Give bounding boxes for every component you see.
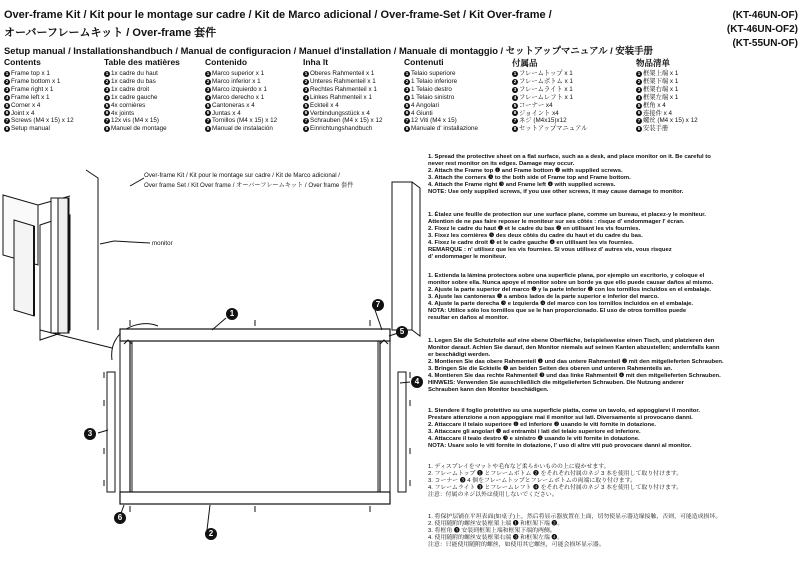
instruction-line: 1. Spread the protective sheet on a flat surface, such as a desk, and place monitor on it. Be careful to <box>428 154 711 160</box>
contents-item-label: 1 Telaio sinistro <box>411 93 455 101</box>
subtitle: Setup manual / Installationshandbuch / Manual de configuracion / Manuel d'installation / Manuale di montaggio / セットアップマニュアル / 安装手册 <box>4 45 653 56</box>
contents-item-label: フレームレフト x 1 <box>519 93 573 101</box>
item-number-badge: 5 <box>105 102 109 108</box>
item-number-badge: 1 <box>304 70 308 76</box>
model-1: (KT-46UN-OF) <box>732 10 798 21</box>
instruction-line: 4. 使用随附的螺丝安装框架右端 ❸ 和框架左端 ❹。 <box>428 535 564 541</box>
instruction-line: 2. Fixez le cadre du haut ❶ et le cadre du bas ❷ en utilisant les vis fournies. <box>428 226 641 232</box>
item-number-badge: 1 <box>206 70 210 76</box>
item-number-badge: 7 <box>206 118 210 124</box>
item-number-badge: 5 <box>206 102 210 108</box>
instruction-line: 注意：只能使用随附的螺丝，如使用其它螺丝，可能会损坏显示器。 <box>428 542 605 548</box>
item-number-badge: 6 <box>637 110 641 116</box>
item-number-badge: 6 <box>405 110 409 116</box>
model-3: (KT-55UN-OF) <box>732 38 798 49</box>
contents-heading-6: 物品清单 <box>636 58 671 68</box>
callout-5: 5 <box>396 326 408 338</box>
contents-item-label: ネジ (M4x15)x12 <box>519 117 567 125</box>
title-line-1: Over-frame Kit / Kit pour le montage sur cadre / Kit de Marco adicional / Over-frame-Set / Kit Over-frame / <box>4 9 552 21</box>
item-number-badge: 5 <box>637 102 641 108</box>
contents-heading-5: 付属品 <box>512 58 538 68</box>
contents-item-label: 12x vis (M4 x 15) <box>111 117 159 125</box>
contents-item-label: 1x cadre du bas <box>111 77 156 85</box>
item-number-badge: 1 <box>405 70 409 76</box>
item-number-badge: 8 <box>637 126 641 132</box>
item-number-badge: 6 <box>304 110 308 116</box>
instruction-line: d' endommager le moniteur. <box>428 254 507 260</box>
instruction-line: Monitor darauf. Achten Sie darauf, den Monitor niemals auf seinen Kanten abzustellen; andernfalls kann <box>428 345 720 351</box>
instruction-line: 1. Extienda la lámina protectora sobre una superficie plana, por ejemplo un escritorio, y coloque el <box>428 273 705 279</box>
contents-item-label: フレームライト x 1 <box>519 85 573 93</box>
item-number-badge: 1 <box>513 70 517 76</box>
item-number-badge: 6 <box>206 110 210 116</box>
instruction-line: 3. Bringen Sie die Eckteile ❺ an beiden Seiten des oberen und unteren Rahmenteils an. <box>428 366 673 372</box>
contents-item-label: コーナー x4 <box>519 101 553 109</box>
item-number-badge: 4 <box>206 94 210 100</box>
callout-7: 7 <box>372 299 384 311</box>
item-number-badge: 4 <box>637 94 641 100</box>
instruction-line: 2. Ajuste la parte superior del marco ❶ y la parte inferior ❷ con los tornillos incluidos en el embalaje. <box>428 287 712 293</box>
item-number-badge: 8 <box>405 126 409 132</box>
contents-item-label: Frame top x 1 <box>11 70 50 77</box>
instruction-line: NOTA: Usare solo le viti fornite in dotazione, l' uso di altre viti può provocare danni al monitor. <box>428 443 692 449</box>
contents-item-label: フレームボトム x 1 <box>519 77 573 85</box>
instructions-zh <box>428 514 800 549</box>
kit-label-2: Over frame Set / Kit Over frame / オーバーフレームキット / Over frame 套件 <box>144 182 354 189</box>
instruction-line: monitor sobre ella. Nunca apoye el monitor sobre un borde ya que ello puede causar daños al mismo. <box>428 280 714 286</box>
contents-item-label: Marco inferior x 1 <box>212 77 261 85</box>
item-number-badge: 1 <box>105 70 109 76</box>
contents-item-label: 1x cadre droit <box>111 85 150 93</box>
instruction-line: 1. Étalez une feuille de protection sur une surface plane, comme un bureau, et placez-y le moniteur. <box>428 212 706 218</box>
contents-heading-3: Inha lt <box>303 57 329 67</box>
instruction-line: er beschädigt werden. <box>428 352 491 358</box>
item-number-badge: 3 <box>405 86 409 92</box>
instructions-ja <box>428 464 800 499</box>
contents-item-label: セットアップマニュアル <box>519 125 588 133</box>
instruction-line: 4. Attach the Frame right ❸ and Frame left ❹ with supplied screws. <box>428 182 616 188</box>
contents-item-label: Cantoneras x 4 <box>212 101 255 109</box>
contents-item-label: Oberes Rahmenteil x 1 <box>310 70 375 77</box>
callout-3: 3 <box>84 428 96 440</box>
kit-label-1: Over-frame Kit / Kit pour le montage sur cadre / Kit de Marco adicional / <box>144 172 341 179</box>
item-number-badge: 7 <box>5 118 9 124</box>
item-number-badge: 4 <box>5 94 9 100</box>
instruction-line: 4. フレームライト ❸ とフレームレフト ❹ をそれぞれ付属のネジ 3 本を使用して取り付けます。 <box>428 485 683 491</box>
item-number-badge: 1 <box>5 70 9 76</box>
contents-item-label: Frame bottom x 1 <box>11 77 61 85</box>
instruction-line: 2. フレームトップ ❶ とフレームボトム ❷ をそれぞれ付属のネジ 3 本を使用して取り付けます。 <box>428 471 683 477</box>
contents-item-label: 4 Angolari <box>411 101 440 109</box>
contents-item-label: 1 Telaio inferiore <box>411 77 458 85</box>
instruction-line: 1. ディスプレイをマットや毛布など柔らかいものの上に寝かせます。 <box>428 464 610 470</box>
contents-item-label: 连接件 x 4 <box>643 109 673 117</box>
instruction-line: 4. Fixez le cadre droit ❸ et le cadre gauche ❹ en utilisant les vis fournies. <box>428 240 634 246</box>
item-number-badge: 4 <box>105 94 109 100</box>
instruction-line: 3. 将框角 ❺ 安装到框架上端和框架下端的两侧。 <box>428 528 556 534</box>
item-number-badge: 5 <box>5 102 9 108</box>
instruction-line: NOTE: Use only supplied screws, if you use other screws, it may cause damage to monitor. <box>428 189 684 195</box>
contents-item-label: Einrichtungshandbuch <box>310 125 373 133</box>
item-number-badge: 8 <box>5 126 9 132</box>
contents-item-label: Juntas x 4 <box>212 109 241 117</box>
instruction-line: HINWEIS: Verwenden Sie ausschließlich die mitgelieferten Schrauben. Die Nutzung anderer <box>428 380 684 386</box>
contents-heading-4: Contenuti <box>404 57 444 67</box>
instruction-line: 1. Legen Sie die Schutzfolie auf eine ebene Oberfläche, beispielsweise einen Tisch, und platzieren den <box>428 338 715 344</box>
callout-2: 2 <box>205 528 217 540</box>
item-number-badge: 5 <box>405 102 409 108</box>
contents-item-label: Joint x 4 <box>11 109 35 117</box>
contents-item-label: Manuel de montage <box>111 125 167 133</box>
item-number-badge: 6 <box>513 110 517 116</box>
item-number-badge: 2 <box>105 78 109 84</box>
instruction-line: Schrauben kann den Monitor beschädigen. <box>428 387 549 393</box>
instruction-line: 3. コーナー ❺ 4 個をフレームトップとフレームボトムの両端に取り付けます。 <box>428 478 637 484</box>
instruction-line: 3. Attach the corners ❺ to the both side of Frame top and Frame bottom. <box>428 175 631 181</box>
item-number-badge: 7 <box>637 118 641 124</box>
instruction-line: 注意：付属のネジ以外は使用しないでください。 <box>428 492 558 498</box>
item-number-badge: 8 <box>513 126 517 132</box>
instruction-line: resultar en daños al monitor. <box>428 315 509 321</box>
contents-item-label: 4x joints <box>111 109 135 117</box>
contents-item-label: 1x cadre du haut <box>111 70 158 77</box>
item-number-badge: 4 <box>405 94 409 100</box>
instruction-line: Prestare attenzione a non appoggiare mai il monitor sui lati. Diversamente si provocano danni. <box>428 415 693 421</box>
contents-item-label: Tornillos (M4 x 15) x 12 <box>212 117 278 125</box>
contents-item-label: 4x cornières <box>111 101 146 109</box>
contents-heading-1: Table des matières <box>104 57 180 67</box>
item-number-badge: 7 <box>105 118 109 124</box>
contents-item-label: Schrauben (M4 x 15) x 12 <box>310 117 383 125</box>
contents-heading-0: Contents <box>4 57 41 67</box>
instruction-line: Attention de ne pas faire reposer le moniteur sur ses côtés : risque d' endommager l' écran. <box>428 219 685 225</box>
instructions-fr <box>428 212 800 261</box>
item-number-badge: 7 <box>405 118 409 124</box>
contents-item-label: Verbindungsstück x 4 <box>310 109 370 117</box>
instruction-line: 2. Attach the Frame top ❶ and Frame bottom ❷ with supplied screws. <box>428 168 623 174</box>
instruction-line: never rest monitor on its edges. Damage may occur. <box>428 161 575 167</box>
instructions-en <box>428 154 800 196</box>
item-number-badge: 4 <box>304 94 308 100</box>
item-number-badge: 5 <box>304 102 308 108</box>
contents-item-label: 1 Telaio destro <box>411 85 452 93</box>
item-number-badge: 2 <box>5 78 9 84</box>
item-number-badge: 6 <box>105 110 109 116</box>
item-number-badge: 3 <box>105 86 109 92</box>
instruction-line: REMARQUE : n' utilisez que les vis fournies. Si vous utilisez d' autres vis, vous risquez <box>428 247 672 253</box>
item-number-badge: 8 <box>304 126 308 132</box>
item-number-badge: 8 <box>105 126 109 132</box>
instruction-line: 3. Attaccare gli angolari ❺ ad entrambi i lati del telaio superiore ed inferiore. <box>428 429 641 435</box>
contents-item-label: 4 Giunti <box>411 109 433 117</box>
contents-item-label: 1x cadre gauche <box>111 93 158 101</box>
contents-item-label: Telaio superiore <box>411 70 456 77</box>
instructions-es <box>428 273 800 322</box>
contents-item-label: 框架右端 x 1 <box>643 85 679 93</box>
model-2: (KT-46UN-OF2) <box>726 24 798 35</box>
contents-item-label: 螺丝 (M4 x 15) x 12 <box>643 117 698 125</box>
instruction-line: 2. Montieren Sie das obere Rahmenteil ❶ und das untere Rahmenteil ❷ mit den mitgelieferten Schrauben. <box>428 359 724 365</box>
item-number-badge: 3 <box>304 86 308 92</box>
instruction-line: 3. Fixez les cornières ❺ des deux côtés du cadre du haut et du cadre du bas. <box>428 233 643 239</box>
instruction-line: 3. Ajuste las cantoneras ❺ a ambos lados de la parte superior e inferior del marco. <box>428 294 659 300</box>
contents-item-label: 框角 x 4 <box>643 101 666 109</box>
instructions-it <box>428 408 800 450</box>
item-number-badge: 2 <box>206 78 210 84</box>
instruction-line: 2. Attaccare il telaio superiore ❶ ed inferiore ❷ usando le viti fornite in dotazione. <box>428 422 657 428</box>
item-number-badge: 5 <box>513 102 517 108</box>
contents-item-label: 12 Viti (M4 x 15) <box>411 117 457 125</box>
item-number-badge: 2 <box>637 78 641 84</box>
contents-item-label: フレームトップ x 1 <box>519 70 573 77</box>
contents-item-label: 安装手册 <box>643 125 669 133</box>
callout-1: 1 <box>226 308 238 320</box>
contents-item-label: Frame left x 1 <box>11 93 50 101</box>
item-number-badge: 7 <box>304 118 308 124</box>
instruction-line: 4. Montieren Sie das rechte Rahmenteil ❸ und das linke Rahmenteil ❹ mit den mitgelieferten Schrauben. <box>428 373 721 379</box>
instruction-line: 1. 将保护层铺在平坦表面(如桌子)上，然后将显示器放置在上面，切勿使显示器边缘接触，否则，可能造成损坏。 <box>428 514 722 520</box>
title-line-2: オーバーフレームキット / Over-frame 套件 <box>4 27 217 39</box>
contents-item-label: Marco derecho x 1 <box>212 93 265 101</box>
contents-item-label: Corner x 4 <box>11 101 41 109</box>
item-number-badge: 1 <box>637 70 641 76</box>
contents-item-label: 框架左端 x 1 <box>643 93 679 101</box>
item-number-badge: 2 <box>513 78 517 84</box>
item-number-badge: 4 <box>513 94 517 100</box>
item-number-badge: 8 <box>206 126 210 132</box>
item-number-badge: 2 <box>405 78 409 84</box>
instruction-line: 2. 使用随附的螺丝安装框架上端 ❶ 和框架下端 ❷。 <box>428 521 564 527</box>
callout-6: 6 <box>114 512 126 524</box>
item-number-badge: 7 <box>513 118 517 124</box>
contents-item-label: Manual de instalación <box>212 125 273 133</box>
instruction-line: NOTA: Utilice sólo los tornillos que se le han proporcionado. El uso de otros tornillos puede <box>428 308 687 314</box>
contents-item-label: 框架上端 x 1 <box>643 70 679 77</box>
item-number-badge: 3 <box>513 86 517 92</box>
callout-4: 4 <box>411 376 423 388</box>
contents-item-label: Linkes Rahmenteil x 1 <box>310 93 372 101</box>
contents-item-label: Marco izquierdo x 1 <box>212 85 267 93</box>
contents-item-label: Screws (M4 x 15) x 12 <box>11 117 74 125</box>
contents-item-label: 框架下端 x 1 <box>643 77 679 85</box>
instruction-line: 1. Stendere il foglio protettivo su una superficie piatta, come un tavolo, ed appoggiarvi il monitor. <box>428 408 700 414</box>
instruction-line: 4. Attaccare il teaio destro ❸ e sinistro ❹ usando le viti fornite in dotazione. <box>428 436 640 442</box>
contents-item-label: Eckteil x 4 <box>310 101 339 109</box>
item-number-badge: 6 <box>5 110 9 116</box>
instruction-line: 4. Ajuste la parte derecha ❸ e izquierda ❹ del marco con los tornillos incluidos en el embalaje. <box>428 301 694 307</box>
monitor-label: monitor <box>152 240 173 247</box>
item-number-badge: 3 <box>5 86 9 92</box>
contents-item-label: ジョイント x4 <box>519 109 559 117</box>
contents-item-label: Rechtes Rahmenteil x 1 <box>310 85 377 93</box>
item-number-badge: 3 <box>637 86 641 92</box>
item-number-badge: 3 <box>206 86 210 92</box>
item-number-badge: 2 <box>304 78 308 84</box>
contents-item-label: Marco superior x 1 <box>212 70 265 77</box>
instructions-de <box>428 338 800 394</box>
contents-item-label: Unteres Rahmenteil x 1 <box>310 77 376 85</box>
contents-heading-2: Contenido <box>205 57 248 67</box>
contents-item-label: Manuale d' installazione <box>411 125 479 133</box>
contents-item-label: Frame right x 1 <box>11 85 54 93</box>
contents-item-label: Setup manual <box>11 125 50 133</box>
